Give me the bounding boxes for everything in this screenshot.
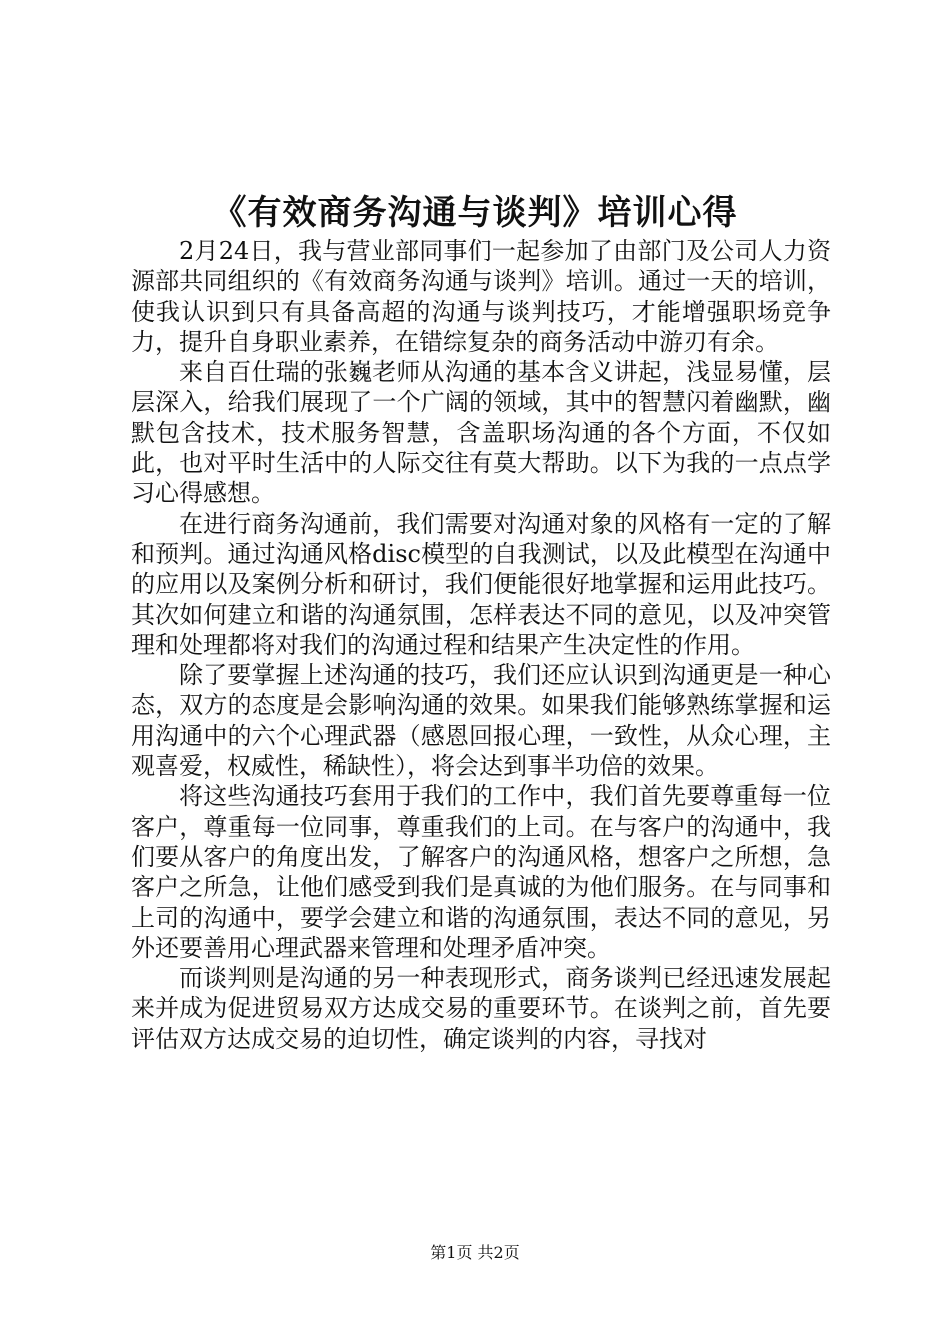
paragraph: 将这些沟通技巧套用于我们的工作中，我们首先要尊重每一位客户，尊重每一位同事，尊重我们的上司。在与客户的沟通中，我们要从客户的角度出发，了解客户的沟通风格，想客户之所想，急客户之所急，让他们感受到我们是真诚的为他们服务。在与同事和上司的沟通中，要学会建立和谐的沟通氛围，表达不同的意见，另外还要善用心理武器来管理和处理矛盾冲突。 [131,782,831,962]
paragraph: 在进行商务沟通前，我们需要对沟通对象的风格有一定的了解和预判。通过沟通风格disc模型的自我测试，以及此模型在沟通中的应用以及案例分析和研讨，我们便能很好地掌握和运用此技巧。其次如何建立和谐的沟通氛围，怎样表达不同的意见，以及冲突管理和处理都将对我们的沟通过程和结果产生决定性的作用。 [131,509,831,659]
document-title: 《有效商务沟通与谈判》培训心得 [212,193,738,233]
paragraph: 2月24日，我与营业部同事们一起参加了由部门及公司人力资源部共同组织的《有效商务沟通与谈判》培训。通过一天的培训，使我认识到只有具备高超的沟通与谈判技巧，才能增强职场竞争力，提升自身职业素养，在错综复杂的商务活动中游刃有余。 [131,237,831,356]
page-number-footer: 第1页 共2页 [430,1243,520,1262]
paragraph: 来自百仕瑞的张巍老师从沟通的基本含义讲起，浅显易懂，层层深入，给我们展现了一个广阔的领域，其中的智慧闪着幽默，幽默包含技术，技术服务智慧，含盖职场沟通的各个方面，不仅如此，也对平时生活中的人际交往有莫大帮助。以下为我的一点点学习心得感想。 [131,358,831,508]
paragraph: 除了要掌握上述沟通的技巧，我们还应认识到沟通更是一种心态，双方的态度是会影响沟通的效果。如果我们能够熟练掌握和运用沟通中的六个心理武器（感恩回报心理，一致性，从众心理，主观喜爱，权威性，稀缺性），将会达到事半功倍的效果。 [131,661,831,781]
document-body [131,236,831,1054]
paragraph: 而谈判则是沟通的另一种表现形式，商务谈判已经迅速发展起来并成为促进贸易双方达成交易的重要环节。在谈判之前，首先要评估双方达成交易的迫切性，确定谈判的内容，寻找对 [131,964,831,1053]
